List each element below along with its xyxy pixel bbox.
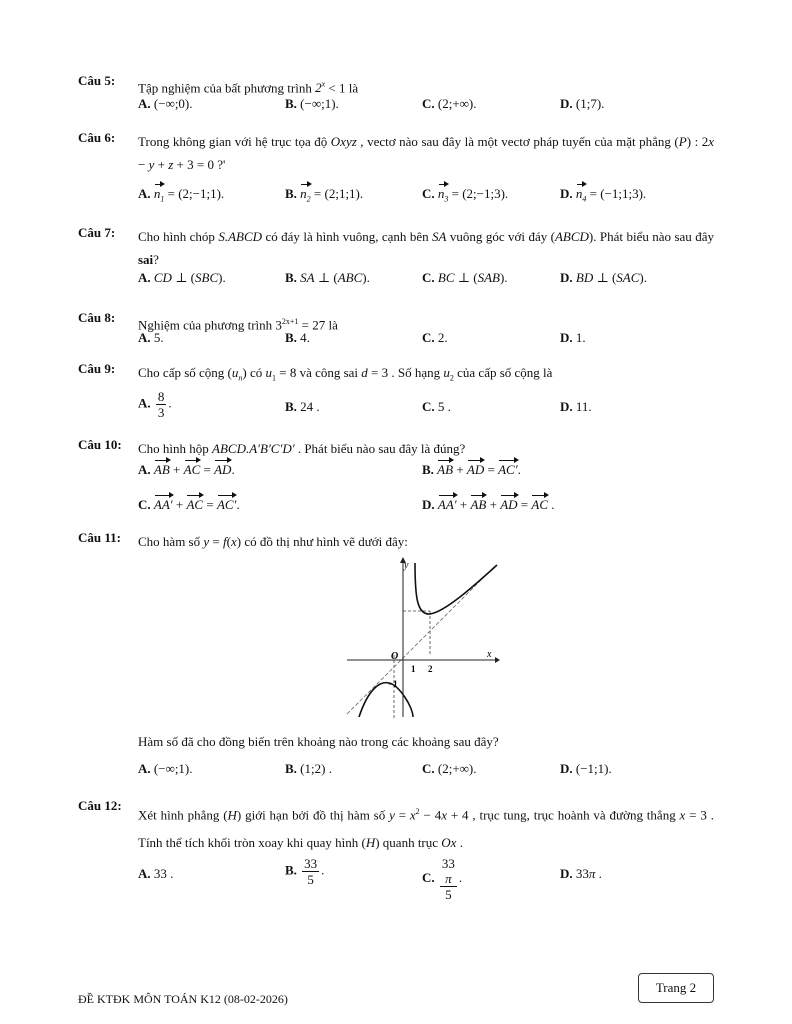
option-b: B. AB + AD = AC′. (422, 462, 521, 477)
option-c: C. $n_3$ = (2;−1;3). (422, 186, 509, 204)
option-b: B. $\frac{33}{5}$ . (285, 856, 325, 887)
option-c: C. 33 π 5 . (422, 856, 463, 902)
option-d: D. (−1;1). (560, 761, 612, 776)
function-graph (345, 557, 500, 719)
question-number: Câu 8: (78, 310, 116, 325)
question-text: Xét hình phẳng (H) giới hạn bởi đồ thị hàm số $y = x^2 - 4x + 4$ , trục tung, trục hoành và đường thẳng x = 3 . Tính thể tích khối tròn xoay khi quay hình (H) quanh trục Ox . (138, 807, 714, 851)
tick-1: 1 (411, 664, 416, 674)
question-text: Trong không gian với hệ trục tọa độ Oxyz , vectơ nào sau đây là một vectơ pháp tuyến của mặt phẳng (P) : 2x − y + z + 3 = 0 ?' (138, 134, 714, 172)
tick-neg1: −1 (388, 679, 398, 689)
origin-label: O (391, 651, 399, 662)
tick-2: 2 (428, 664, 433, 674)
option-d: D. 1. (560, 330, 586, 345)
question-number: Câu 10: (78, 437, 122, 452)
option-a: A. 33 . (138, 866, 174, 881)
option-b: B. (1;2) . (285, 761, 332, 776)
question-text-2: Hàm số đã cho đồng biến trên khoảng nào trong các khoảng sau đây? (138, 734, 499, 749)
option-a: A. CD ⊥ (SBC). (138, 270, 226, 285)
page-number-box: Trang 2 (638, 973, 714, 1003)
option-c: C. (2;+∞). (422, 761, 477, 776)
option-b: B. SA ⊥ (ABC). (285, 270, 370, 285)
question-text: Cho cấp số cộng $(u_n)$ có $u_1 = 8$ và công sai d = 3 . Số hạng $u_2$ của cấp số cộng là (138, 365, 553, 383)
question-number: Câu 6: (78, 130, 116, 145)
option-c: C. BC ⊥ (SAB). (422, 270, 508, 285)
option-d: D. 33π . (560, 866, 602, 881)
x-axis-label: x (487, 649, 492, 660)
question-number: Câu 7: (78, 225, 116, 240)
option-a: A. $\frac{8}{3}$ . (138, 389, 172, 420)
option-a: A. (−∞;0). (138, 96, 193, 111)
option-a: A. AB + AC = AD. (138, 462, 235, 477)
question-text: Cho hàm số y = f(x) có đồ thị như hình vẽ dưới đây: (138, 534, 408, 549)
option-c: C. 5 . (422, 399, 451, 414)
question-number: Câu 11: (78, 530, 121, 545)
question-number: Câu 12: (78, 798, 122, 813)
question-text: Tập nghiệm của bất phương trình $2^x < 1$ là (138, 80, 359, 96)
option-d: D. $n_4$ = (−1;1;3). (560, 186, 647, 204)
option-a: A. $n_1$ = (2;−1;1). (138, 186, 225, 204)
option-a: A. 5. (138, 330, 164, 345)
question-text: Cho hình chóp S.ABCD có đáy là hình vuông, cạnh bên SA vuông góc với đáy (ABCD). Phát biểu nào sau đây sai? (138, 229, 714, 267)
option-c: C. (2;+∞). (422, 96, 477, 111)
option-b: B. (−∞;1). (285, 96, 339, 111)
question-text: Nghiệm của phương trình $3^{2x+1} = 27$ là (138, 317, 338, 333)
option-b: B. $n_2$ = (2;1;1). (285, 186, 364, 204)
option-d: D. (1;7). (560, 96, 605, 111)
option-b: B. 4. (285, 330, 310, 345)
y-axis-label: y (404, 560, 409, 571)
option-c: C. 2. (422, 330, 448, 345)
question-number: Câu 9: (78, 361, 116, 376)
option-d: D. BD ⊥ (SAC). (560, 270, 648, 285)
question-text: Cho hình hộp ABCD.A′B′C′D′ . Phát biểu nào sau đây là đúng? (138, 441, 466, 456)
question-number: Câu 5: (78, 73, 116, 88)
option-d: D. 11. (560, 399, 592, 414)
option-d: D. AA′ + AB + AD = AC . (422, 497, 555, 512)
option-a: A. (−∞;1). (138, 761, 193, 776)
option-c: C. AA′ + AC = AC′. (138, 497, 240, 512)
option-b: B. 24 . (285, 399, 320, 414)
footer-text: ĐỀ KTĐK MÔN TOÁN K12 (08-02-2026) (78, 992, 288, 1006)
